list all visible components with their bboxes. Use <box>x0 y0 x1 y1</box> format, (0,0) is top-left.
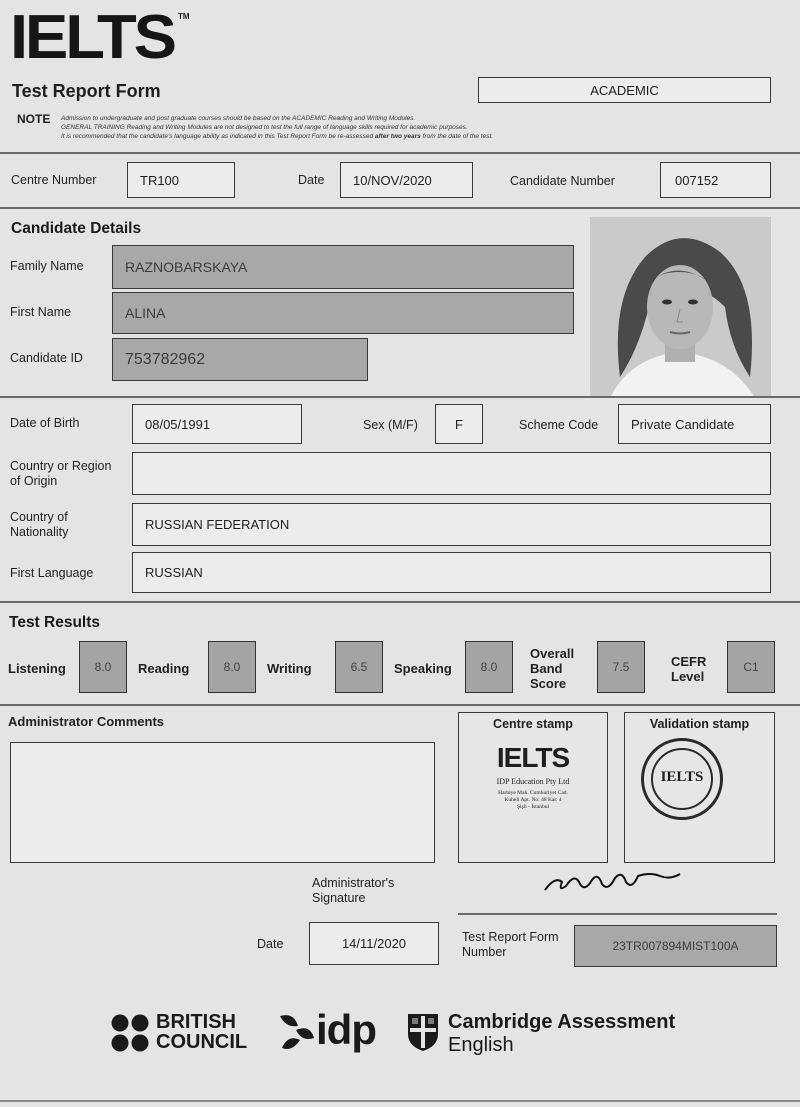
first-name-box <box>112 292 574 334</box>
candidate-number-value: 007152 <box>675 172 719 188</box>
writing-label: Writing <box>267 661 312 676</box>
note-line-3: It is recommended that the candidate's language ability as indicated in this Test Report Form be re-assessed after two years from the date of the test. <box>61 133 494 140</box>
cambridge-logo <box>406 1010 676 1058</box>
ielts-logo: IELTS <box>10 3 174 72</box>
note-label: NOTE <box>17 112 51 126</box>
british-council-text-2: COUNCIL <box>156 1031 248 1053</box>
first-language-box <box>132 552 771 593</box>
divider-results <box>0 704 800 706</box>
idp-logo <box>276 1008 386 1058</box>
country-origin-label: Country or Region of Origin <box>10 459 112 488</box>
listening-score: 8.0 <box>79 641 127 693</box>
family-name-label: Family Name <box>10 259 84 273</box>
candidate-photo <box>590 217 771 398</box>
dob-label: Date of Birth <box>10 416 80 430</box>
dob-value: 08/05/1991 <box>145 416 211 432</box>
admin-signature <box>540 862 690 898</box>
candidate-id-box <box>112 338 368 381</box>
module-box <box>478 77 771 103</box>
trf-number-box <box>574 925 777 967</box>
candidate-details-title: Candidate Details <box>11 220 142 237</box>
centre-number-label: Centre Number <box>11 173 97 187</box>
scheme-code-value: Private Candidate <box>631 416 735 432</box>
speaking-label: Speaking <box>394 661 452 676</box>
divider-language <box>0 601 800 603</box>
scheme-code-label: Scheme Code <box>519 418 599 432</box>
issue-date-box <box>309 922 439 965</box>
cambridge-text-1: Cambridge Assessment <box>448 1011 676 1033</box>
centre-stamp-address: Harbiye Mah. Cumhuriyet Cad. Kuheli Apt. No: 48 Kat: 4 Şişli - İstanbul <box>498 790 568 810</box>
trf-number-value: 23TR007894MIST100A <box>612 939 739 953</box>
divider-note <box>0 152 800 154</box>
first-language-value: RUSSIAN <box>145 565 203 580</box>
note-text <box>61 114 711 141</box>
nationality-box <box>132 503 771 546</box>
form-title: Test Report Form <box>12 81 161 101</box>
centre-number-value: TR100 <box>140 172 180 188</box>
first-name-label: First Name <box>10 305 72 319</box>
overall-band-score: 7.5 <box>597 641 645 693</box>
reading-label: Reading <box>138 661 190 676</box>
centre-stamp-label: Centre stamp <box>493 717 573 731</box>
reading-score: 8.0 <box>208 641 256 693</box>
idp-text: idp <box>316 1006 376 1053</box>
validation-stamp-label: Validation stamp <box>649 717 750 731</box>
trf-number-label: Test Report Form Number <box>462 930 559 959</box>
sex-box <box>435 404 483 444</box>
admin-signature-label: Administrator's Signature <box>312 876 395 905</box>
centre-stamp-box <box>458 712 608 863</box>
issue-date-value: 14/11/2020 <box>341 936 407 951</box>
validation-stamp-box <box>624 712 775 863</box>
module-value: ACADEMIC <box>590 82 659 98</box>
test-results-title: Test Results <box>9 614 101 631</box>
sex-label: Sex (M/F) <box>363 418 418 432</box>
sex-value: F <box>455 416 463 432</box>
test-date-box <box>340 162 473 198</box>
cefr-level: C1 <box>727 641 775 693</box>
dob-box <box>132 404 302 444</box>
cefr-label: CEFR Level <box>671 654 707 684</box>
british-council-text-1: BRITISH <box>156 1011 236 1033</box>
centre-stamp-logo: IELTS <box>496 742 570 773</box>
scheme-code-box <box>618 404 771 444</box>
validation-seal-logo: IELTS <box>660 769 704 785</box>
candidate-number-box <box>660 162 771 198</box>
candidate-id-value: 753782962 <box>125 350 206 368</box>
centre-stamp-company: IDP Education Pty Ltd <box>496 777 570 786</box>
family-name-value: RAZNOBARSKAYA <box>125 259 248 275</box>
country-origin-box <box>132 452 771 495</box>
photo-portrait <box>590 217 771 398</box>
cambridge-text-2: English <box>448 1034 514 1056</box>
validation-seal <box>641 738 723 820</box>
british-council-logo <box>110 1012 250 1054</box>
overall-band-label: Overall Band Score <box>530 646 575 691</box>
first-language-label: First Language <box>10 566 94 580</box>
test-date-label: Date <box>298 173 325 187</box>
issue-date-label: Date <box>257 937 284 951</box>
nationality-label: Country of Nationality <box>10 510 69 539</box>
british-council-dots-icon <box>110 1013 150 1053</box>
first-name-value: ALINA <box>125 305 166 321</box>
centre-number-box <box>127 162 235 198</box>
idp-leaf-icon <box>276 1010 316 1054</box>
trademark-mark: TM <box>178 12 190 21</box>
nationality-value: RUSSIAN FEDERATION <box>145 517 290 532</box>
candidate-id-label: Candidate ID <box>10 351 83 365</box>
family-name-box <box>112 245 574 289</box>
admin-comments-label: Administrator Comments <box>8 714 165 729</box>
divider-signature <box>458 913 777 915</box>
listening-label: Listening <box>8 661 66 676</box>
admin-comments-box <box>10 742 435 863</box>
note-line-1: Admission to undergraduate and post graduate courses should be based on the ACADEMIC Reading and Writing Modules. <box>61 115 416 122</box>
candidate-number-label: Candidate Number <box>510 174 615 188</box>
cambridge-shield-icon <box>406 1012 440 1052</box>
divider-centre <box>0 207 800 209</box>
note-line-2: GENERAL TRAINING Reading and Writing Modules are not designed to test the full range of language skills required for academic purposes. <box>61 124 468 131</box>
test-date-value: 10/NOV/2020 <box>353 172 432 188</box>
bottom-edge <box>0 1100 800 1102</box>
speaking-score: 8.0 <box>465 641 513 693</box>
writing-score: 6.5 <box>335 641 383 693</box>
divider-photo <box>0 396 800 398</box>
